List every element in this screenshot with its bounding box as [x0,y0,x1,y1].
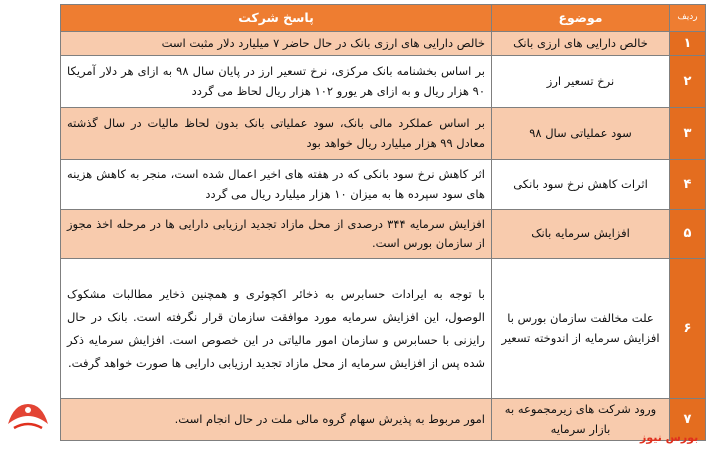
row-number: ۵ [670,210,706,259]
row-answer: بر اساس بخشنامه بانک مرکزی، نرخ تسعیر ارز در پایان سال ۹۸ به ازای هر دلار آمریکا ۹۰ هزار ریال و به ازای هر یورو ۱۰۲ هزار ریال لحاظ می گردد [61,56,492,108]
table-row [61,56,706,108]
row-answer: امور مربوط به پذیرش سهام گروه مالی ملت در حال انجام است. [61,399,492,441]
row-answer: بر اساس عملکرد مالی بانک، سود عملیاتی بانک بدون لحاظ مالیات در سال گذشته معادل ۹۹ هزار میلیارد ریال خواهد بود [61,108,492,160]
source-brand-label: بورس نیوز [640,431,699,444]
row-topic: علت مخالفت سازمان بورس با افزایش سرمایه از اندوخته تسعیر [492,259,670,399]
row-number: ۷ [670,399,706,441]
row-topic: ورود شرکت های زیرمجموعه به بازار سرمایه [492,399,670,441]
qa-table [60,4,706,441]
row-number: ۴ [670,160,706,210]
table-row [61,160,706,210]
row-topic: خالص دارایی های ارزی بانک [492,32,670,56]
table-row [61,259,706,399]
row-number: ۳ [670,108,706,160]
row-number: ۱ [670,32,706,56]
table-header [61,5,706,32]
row-answer: خالص دارایی های ارزی بانک در حال حاضر ۷ میلیارد دلار مثبت است [61,32,492,56]
row-number: ۲ [670,56,706,108]
bank-mellat-logo-icon [4,398,52,432]
header-topic: موضوع [492,5,670,32]
row-number: ۶ [670,259,706,399]
row-answer: افزایش سرمایه ۳۴۴ درصدی از محل مازاد تجدید ارزیابی دارایی ها در مرحله اخذ مجوز از سازمان بورس است. [61,210,492,259]
table-row [61,32,706,56]
row-topic: اثرات کاهش نرخ سود بانکی [492,160,670,210]
row-answer: اثر کاهش نرخ سود بانکی که در هفته های اخیر اعمال شده است، منجر به کاهش هزینه های سود سپرده ها به میزان ۱۰ هزار میلیارد ریال می گردد [61,160,492,210]
table-row [61,210,706,259]
table-row [61,108,706,160]
row-topic: سود عملیاتی سال ۹۸ [492,108,670,160]
table-row [61,399,706,441]
header-answer: پاسخ شرکت [61,5,492,32]
row-topic: افزایش سرمایه بانک [492,210,670,259]
row-topic: نرخ تسعیر ارز [492,56,670,108]
header-index: ردیف [670,5,706,32]
row-answer: با توجه به ایرادات حسابرس به ذخائر اکچوئری و همچنین ذخایر مطالبات مشکوک الوصول، این افزایش سرمایه مورد موافقت سازمان قرار نگرفته است. بانک در حال رایزنی با حسابرس و سازمان امور مالیاتی در این خصوص است. افزایش سرمایه ذکر شده پس از افزایش سرمایه از محل مازاد تجدید ارزیابی دارایی ها صورت خواهد گرفت. [61,259,492,399]
